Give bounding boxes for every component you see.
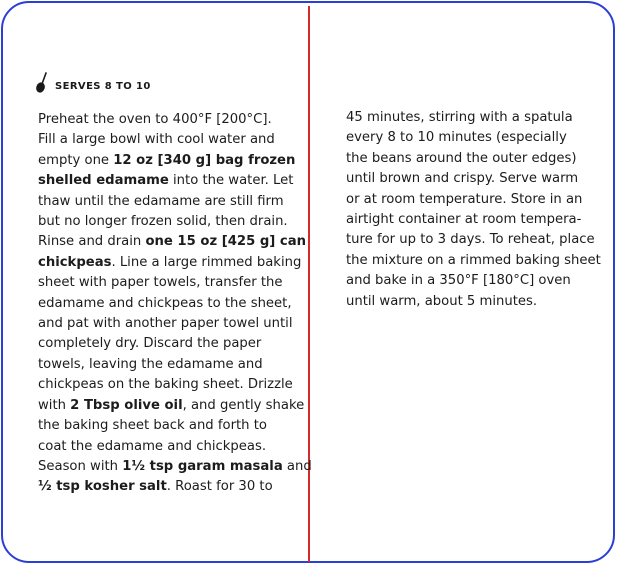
text-line: [38, 396, 305, 416]
body-text: . Roast for 30 to: [166, 479, 273, 495]
text-line: [346, 128, 596, 148]
text-line: [38, 294, 300, 314]
spoon-icon: [35, 72, 49, 94]
text-line: [346, 230, 596, 250]
text-line: [38, 253, 300, 273]
column-divider: [308, 6, 310, 562]
body-text: coat the edamame and chickpeas.: [38, 438, 267, 454]
body-text: with: [38, 397, 71, 413]
text-line: [38, 110, 300, 130]
ingredient-text: 12 oz [340 g] bag frozen: [113, 152, 296, 168]
body-text: sheet with paper towels, transfer the: [38, 275, 283, 291]
body-text: 45 minutes, stirring with a spatula: [346, 110, 573, 125]
text-line: [346, 169, 596, 189]
body-text: the mixture on a rimmed baking sheet: [346, 252, 601, 268]
text-line: [346, 292, 596, 312]
text-line: [38, 314, 300, 334]
body-text: and: [282, 458, 312, 474]
ingredient-text: chickpeas: [38, 254, 112, 270]
body-text: and pat with another paper towel until: [38, 316, 293, 332]
recipe-text-right: [346, 108, 601, 312]
serves-header: [35, 72, 151, 94]
ingredient-text: 2 Tbsp olive oil: [70, 397, 183, 413]
body-text: Fill a large bowl with cool water and: [38, 132, 275, 148]
body-text: the baking sheet back and forth to: [38, 418, 267, 434]
text-line: [346, 190, 596, 210]
body-text: or at room temperature. Store in an: [346, 191, 583, 207]
text-line: [38, 151, 300, 171]
serves-label: SERVES 8 TO 10: [55, 80, 151, 92]
text-line: [38, 457, 312, 477]
body-text: chickpeas on the baking sheet. Drizzle: [38, 377, 293, 393]
text-line: [38, 355, 300, 375]
recipe-text-left: [38, 110, 312, 498]
body-text: airtight container at room tempera-: [346, 212, 582, 228]
text-line: [38, 334, 300, 354]
text-line: [38, 212, 300, 232]
ingredient-text: ½ tsp kosher salt: [38, 479, 167, 495]
body-text: . Line a large rimmed baking: [111, 254, 302, 270]
body-text: Rinse and drain: [38, 234, 146, 250]
text-line: [346, 251, 601, 271]
body-text: ture for up to 3 days. To reheat, place: [346, 232, 595, 248]
body-text: towels, leaving the edamame and: [38, 356, 263, 372]
text-line: [38, 375, 300, 395]
ingredient-text: shelled edamame: [38, 173, 169, 189]
body-text: into the water. Let: [168, 173, 294, 189]
body-text: Season with: [38, 458, 123, 474]
text-line: [38, 437, 300, 457]
body-text: every 8 to 10 minutes (especially: [346, 130, 567, 146]
text-line: [346, 271, 596, 291]
body-text: Preheat the oven to 400°F [200°C].: [38, 112, 272, 127]
body-text: thaw until the edamame are still firm: [38, 193, 284, 209]
body-text: edamame and chickpeas to the sheet,: [38, 295, 292, 311]
ingredient-text: 1½ tsp garam masala: [122, 458, 283, 474]
text-line: [38, 130, 300, 150]
text-line: [346, 149, 596, 169]
body-text: completely dry. Discard the paper: [38, 336, 262, 352]
body-text: , and gently shake: [182, 397, 305, 413]
body-text: empty one: [38, 152, 114, 168]
body-text: until brown and crispy. Serve warm: [346, 171, 579, 187]
text-line: [38, 273, 300, 293]
text-line: [38, 171, 300, 191]
text-line: [38, 477, 300, 497]
text-line: [38, 192, 300, 212]
body-text: until warm, about 5 minutes.: [346, 293, 538, 309]
ingredient-text: one 15 oz [425 g] can: [145, 234, 307, 250]
body-text: the beans around the outer edges): [346, 150, 577, 166]
text-line: [346, 108, 596, 128]
text-line: [38, 416, 300, 436]
body-text: but no longer frozen solid, then drain.: [38, 214, 288, 230]
text-line: [346, 210, 596, 230]
text-line: [38, 232, 307, 252]
body-text: and bake in a 350°F [180°C] oven: [346, 273, 571, 289]
